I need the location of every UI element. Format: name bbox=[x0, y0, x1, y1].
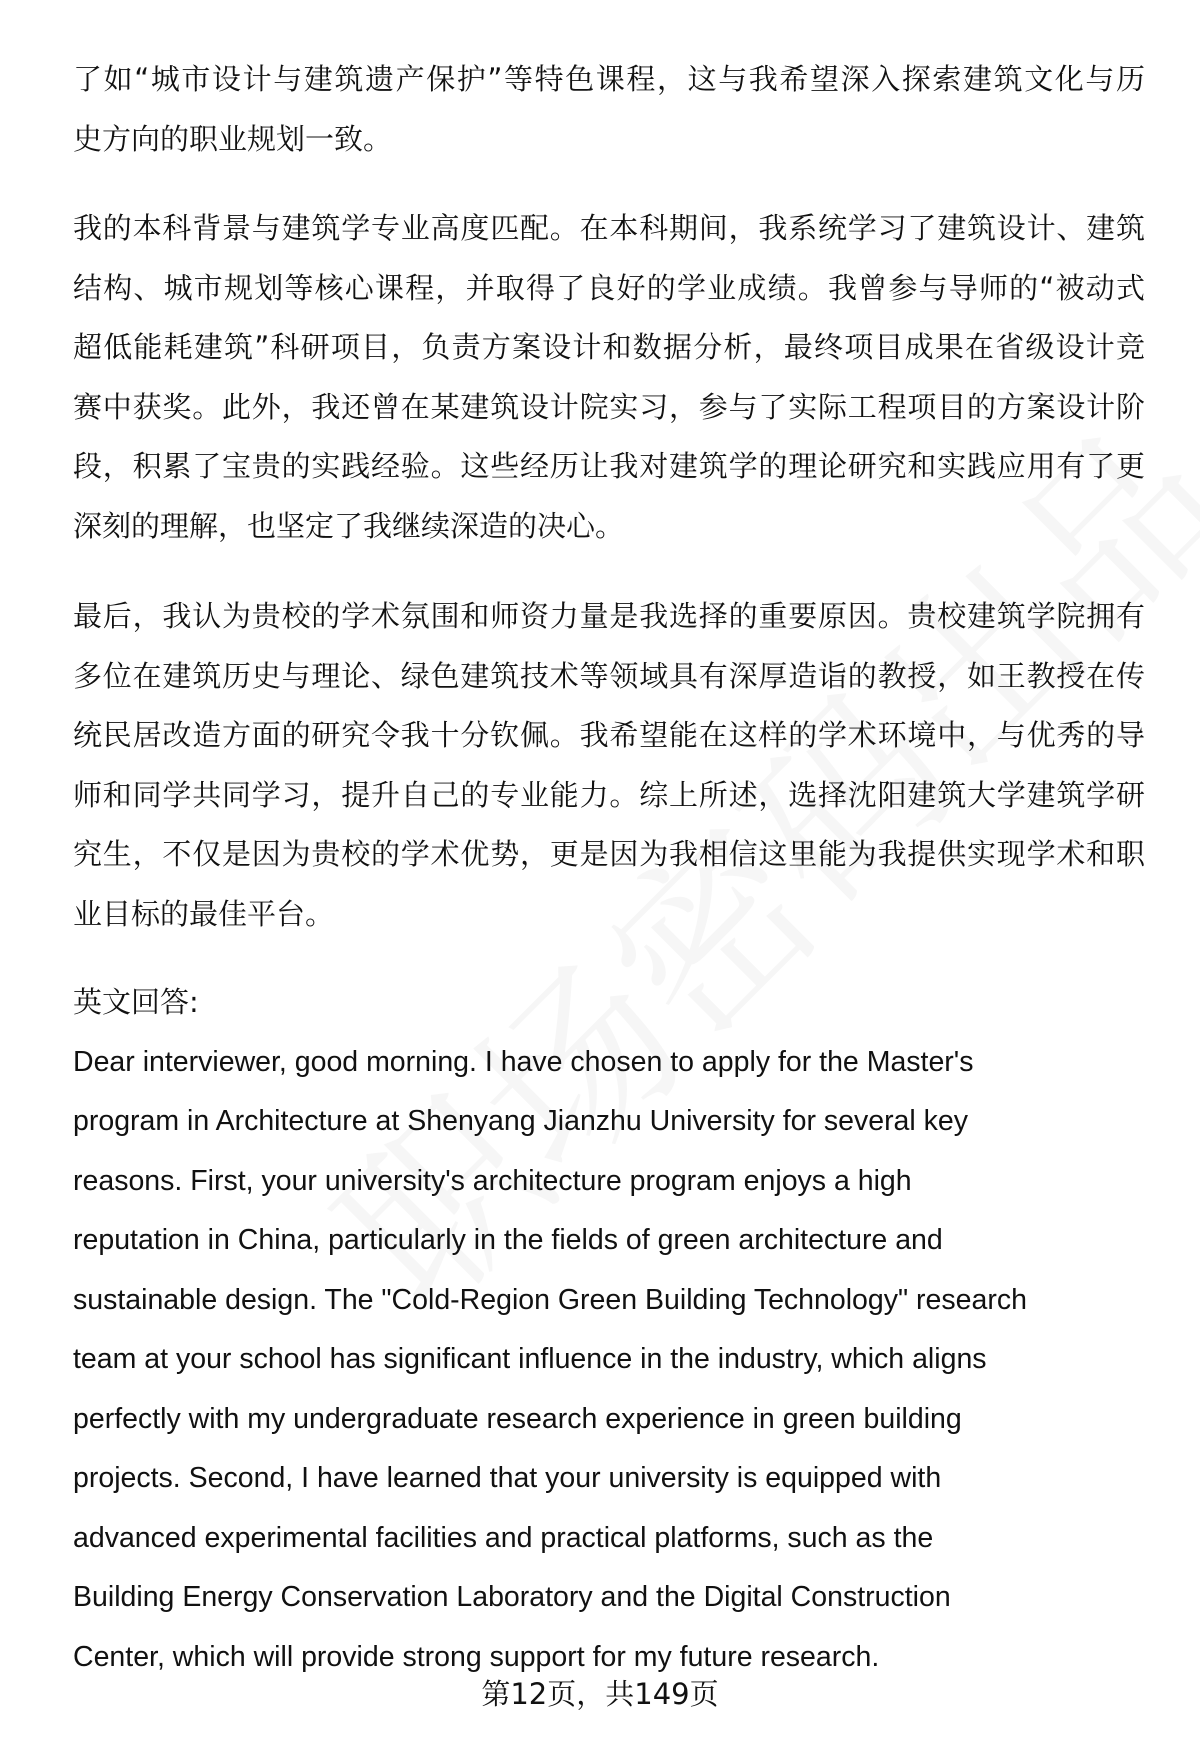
text-line: 最后，我认为贵校的学术氛围和师资力量是我选择的重要原因。贵校建筑学院拥有 bbox=[73, 599, 1145, 633]
text-line: 结构、城市规划等核心课程，并取得了良好的学业成绩。我曾参与导师的“被动式 bbox=[73, 270, 1145, 305]
text-line: sustainable design. The "Cold-Region Green Building Technology" research bbox=[73, 1283, 1027, 1316]
text-line: 我的本科背景与建筑学专业高度匹配。在本科期间，我系统学习了建筑设计、建筑 bbox=[73, 211, 1145, 245]
text-line: 究生，不仅是因为贵校的学术优势，更是因为我相信这里能为我提供实现学术和职 bbox=[73, 837, 1145, 871]
paragraph-2 bbox=[73, 199, 1145, 556]
page-number: 第12页，共149页 bbox=[481, 1677, 719, 1711]
text-line: perfectly with my undergraduate research experience in green building bbox=[73, 1402, 962, 1435]
text-line: reputation in China, particularly in the fields of green architecture and bbox=[73, 1224, 943, 1256]
text-line: Dear interviewer, good morning. I have chosen to apply for the Master's bbox=[73, 1045, 974, 1078]
paragraph-3 bbox=[73, 587, 1145, 944]
text-line: 超低能耗建筑”科研项目，负责方案设计和数据分析，最终项目成果在省级设计竞 bbox=[73, 330, 1145, 364]
text-line: 师和同学共同学习，提升自己的专业能力。综上所述，选择沈阳建筑大学建筑学研 bbox=[73, 777, 1145, 812]
text-line: 史方向的职业规划一致。 bbox=[73, 121, 393, 156]
paragraph-1 bbox=[73, 50, 1145, 169]
text-line: 了如“城市设计与建筑遗产保护”等特色课程，这与我希望深入探索建筑文化与历 bbox=[73, 62, 1145, 96]
text-line: team at your school has significant influence in the industry, which aligns bbox=[73, 1343, 987, 1375]
text-line: program in Architecture at Shenyang Jianzhu University for several key bbox=[73, 1105, 969, 1137]
english-heading: 英文回答: bbox=[73, 985, 199, 1019]
text-line: advanced experimental facilities and practical platforms, such as the bbox=[73, 1521, 934, 1554]
text-line: 多位在建筑历史与理论、绿色建筑技术等领域具有深厚造诣的教授，如王教授在传 bbox=[73, 658, 1145, 693]
text-line: 统民居改造方面的研究令我十分钦佩。我希望能在这样的学术环境中，与优秀的导 bbox=[73, 718, 1145, 752]
text-line: 段，积累了宝贵的实践经验。这些经历让我对建筑学的理论研究和实践应用有了更 bbox=[73, 449, 1145, 483]
text-line: Center, which will provide strong support for my future research. bbox=[73, 1640, 880, 1673]
text-line: reasons. First, your university's architecture program enjoys a high bbox=[73, 1164, 912, 1197]
text-line: projects. Second, I have learned that your university is equipped with bbox=[73, 1462, 942, 1494]
text-line: 赛中获奖。此外，我还曾在某建筑设计院实习，参与了实际工程项目的方案设计阶 bbox=[73, 389, 1145, 424]
text-line: Building Energy Conservation Laboratory and the Digital Construction bbox=[73, 1581, 951, 1613]
text-line: 深刻的理解，也坚定了我继续深造的决心。 bbox=[73, 508, 625, 543]
english-answer bbox=[73, 973, 1145, 1687]
text-line: 业目标的最佳平台。 bbox=[73, 896, 335, 931]
